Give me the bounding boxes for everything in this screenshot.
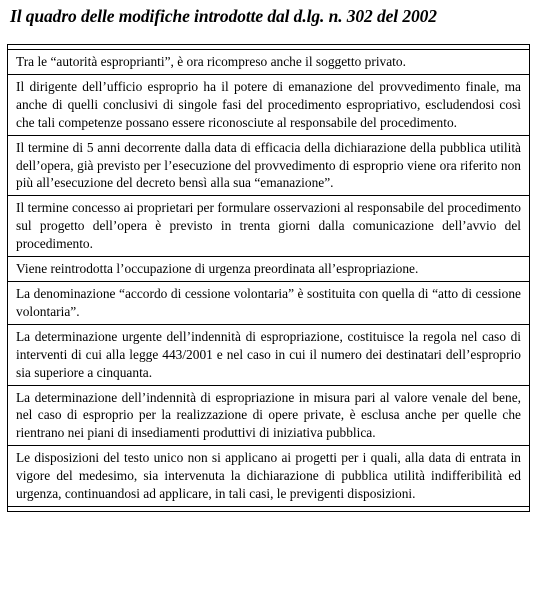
table-row bbox=[8, 135, 530, 196]
table-spacer-bottom bbox=[8, 506, 530, 511]
row-text: Viene reintrodotta l’occupazione di urgenza preordinata all’espropriazione. bbox=[8, 257, 530, 282]
row-text: Il dirigente dell’ufficio esproprio ha il potere di emanazione del provvedimento finale, ma anche di quelli conclusivi di singole fasi del procedimento espropriativo, escludendosi così che tali competenze possano essere riconosciute al responsabile del procedimento. bbox=[8, 74, 530, 135]
row-text: Le disposizioni del testo unico non si applicano ai progetti per i quali, alla data di entrata in vigore del medesimo, sia intervenuta la dichiarazione di pubblica utilità indifferibilità ed urgenza, continuandosi ad applicare, in tali casi, le previgenti disposizioni. bbox=[8, 446, 530, 507]
table-row bbox=[8, 50, 530, 75]
table-row bbox=[8, 385, 530, 446]
row-text: La denominazione “accordo di cessione volontaria” è sostituita con quella di “atto di cessione volontaria”. bbox=[8, 281, 530, 324]
row-text: Il termine concesso ai proprietari per formulare osservazioni al responsabile del procedimento sul progetto dell’opera è previsto in trenta giorni dalla comunicazione dell’avvio del procedimento. bbox=[8, 196, 530, 257]
table-row bbox=[8, 74, 530, 135]
page-title: Il quadro delle modifiche introdotte dal d.lg. n. 302 del 2002 bbox=[10, 6, 437, 26]
row-text: Tra le “autorità esproprianti”, è ora ricompreso anche il soggetto privato. bbox=[8, 50, 530, 75]
modifications-table bbox=[7, 44, 530, 512]
row-text: La determinazione dell’indennità di espropriazione in misura pari al valore venale del bene, nel caso di esproprio per la realizzazione di opere private, è esclusa anche per quelle che rientrano nei piani di insediamenti produttivi di iniziativa pubblica. bbox=[8, 385, 530, 446]
table-row bbox=[8, 257, 530, 282]
row-text: La determinazione urgente dell’indennità di espropriazione, costituisce la regola nel caso di interventi di cui alla legge 443/2001 e nel caso in cui il numero dei destinatari dell’esproprio sia superiore a cinquanta. bbox=[8, 324, 530, 385]
modifications-table-body bbox=[8, 45, 530, 512]
table-row bbox=[8, 446, 530, 507]
table-row bbox=[8, 196, 530, 257]
row-text: Il termine di 5 anni decorrente dalla data di efficacia della dichiarazione della pubblica utilità dell’opera, già previsto per l’esecuzione del provvedimento di esproprio viene ora riferito non più all’esecuzione del decreto bensì alla sua “emanazione”. bbox=[8, 135, 530, 196]
spacer-cell bbox=[8, 506, 530, 511]
table-row bbox=[8, 281, 530, 324]
table-row bbox=[8, 324, 530, 385]
